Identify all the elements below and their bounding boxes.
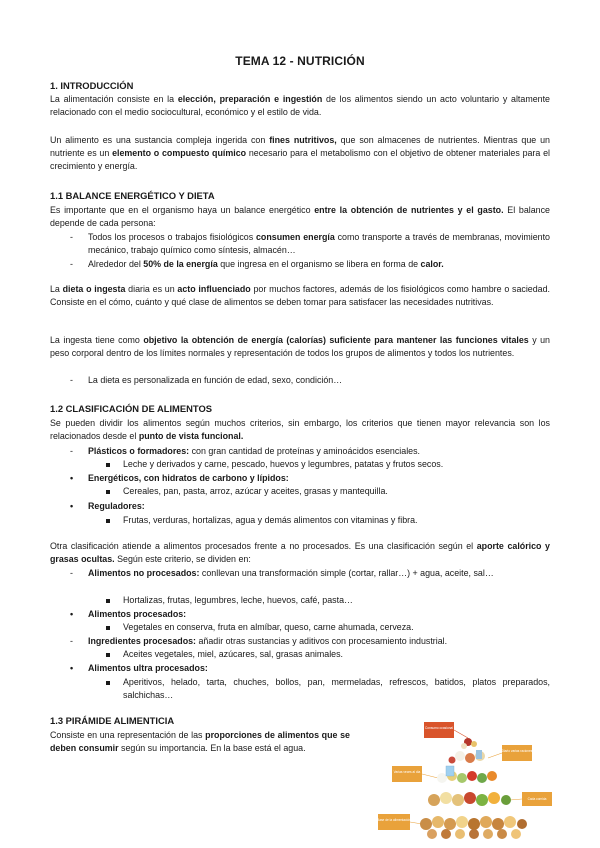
square-bullet	[106, 626, 110, 630]
square-bullet	[106, 599, 110, 603]
pyramid-label-right-1: Diario varias raciones	[501, 749, 533, 753]
pyramid-label-base: Base de la alimentación	[377, 818, 411, 822]
balance-list-item-1: Todos los procesos o trabajos fisiológicos consumen energía como transporte a través de membranas, movimiento mecánico, trabajo químico como síntesis, almacén…	[88, 232, 550, 255]
pyramid-label-left-1: Varias veces al día	[393, 770, 421, 774]
clasificacion-paragraph-2: Otra clasificación atiende a alimentos procesados frente a no procesados. Es una clasificación según el aporte calórico y grasas ocultas. Según este criterio, se dividen en:	[50, 541, 550, 564]
page-title: TEMA 12 - NUTRICIÓN	[235, 54, 365, 68]
category-energeticos: Energéticos, con hidratos de carbono y lípidos:	[88, 473, 289, 483]
category-plasticos: Plásticos o formadores: con gran cantidad de proteínas y aminoácidos esenciales.	[88, 446, 421, 456]
pyramid-label-right-2: Cada comida	[527, 797, 547, 801]
category-plasticos-examples: Leche y derivados y carne, pescado, huevos y legumbres, patatas y frutos secos.	[123, 459, 444, 469]
balance-list-item-2: Alrededor del 50% de la energía que ingresa en el organismo se libera en forma de calor.	[88, 259, 444, 269]
food-pyramid-illustration	[376, 720, 556, 842]
section-heading-introduccion: 1. INTRODUCCIÓN	[50, 80, 134, 91]
dot-bullet: •	[70, 609, 74, 619]
ultra-procesados: Alimentos ultra procesados:	[88, 663, 208, 673]
pyramid-label-box	[424, 722, 454, 738]
dot-bullet: •	[70, 663, 74, 673]
ingesta-list-item: La dieta es personalizada en función de edad, sexo, condición…	[88, 375, 343, 385]
ultra-procesados-examples: Aperitivos, helado, tarta, chuches, bollos, pan, mermeladas, refrescos, batidos, platos preparados, salchichas…	[123, 677, 550, 700]
square-bullet	[106, 490, 110, 494]
pyramid-label-box	[392, 766, 422, 782]
ingredientes-procesados: Ingredientes procesados: añadir otras sustancias y aditivos con procesamiento industrial.	[88, 636, 448, 646]
piramide-paragraph: Consiste en una representación de las proporciones de alimentos que se deben consumir según su importancia. En la base está el agua.	[50, 730, 350, 753]
pyramid-food-top	[461, 738, 477, 749]
dieta-paragraph: La dieta o ingesta diaria es un acto influenciado por muchos factores, además de los fisiológicos como hambre o saciedad. Consiste en el cómo, cuánto y qué clase de alimentos se deben tomar para satisfacer las necesidades nutritivas.	[50, 284, 551, 307]
ingredientes-procesados-examples: Aceites vegetales, miel, azúcares, sal, grasas animales.	[123, 649, 344, 659]
no-procesados-examples: Hortalizas, frutas, legumbres, leche, huevos, café, pasta…	[123, 595, 353, 605]
balance-paragraph-1: Es importante que en el organismo haya un balance energético entre la obtención de nutrientes y el gasto. El balance depende de cada persona:	[50, 205, 550, 228]
section-heading-clasificacion: 1.2 CLASIFICACIÓN DE ALIMENTOS	[50, 403, 212, 414]
category-reguladores: Reguladores:	[88, 501, 145, 511]
category-energeticos-examples: Cereales, pan, pasta, arroz, azúcar y aceites, grasas y mantequilla.	[123, 486, 388, 496]
dash-bullet: -	[70, 259, 73, 269]
section-heading-piramide: 1.3 PIRÁMIDE ALIMENTICIA	[50, 715, 175, 726]
square-bullet	[106, 519, 110, 523]
square-bullet	[106, 653, 110, 657]
dash-bullet: -	[70, 446, 73, 456]
pyramid-food-base	[420, 816, 527, 839]
ingesta-paragraph: La ingesta tiene como objetivo la obtención de energía (calorías) suficiente para mantener las funciones vitales y un peso corporal dentro de los límites normales y representación de todos los grupos de alimentos y todos los nutrientes.	[50, 335, 550, 358]
category-reguladores-examples: Frutas, verduras, hortalizas, agua y demás alimentos con vitaminas y fibra.	[123, 515, 418, 525]
pyramid-label-top: Consumo ocasional	[425, 726, 453, 730]
pyramid-food-level-2	[449, 750, 486, 764]
pyramid-food-level-4	[428, 792, 511, 806]
dash-bullet: -	[70, 375, 73, 385]
food-pyramid-image	[376, 720, 556, 842]
dot-bullet: •	[70, 501, 74, 511]
square-bullet	[106, 463, 110, 467]
pyramid-label-box	[502, 745, 532, 761]
dash-bullet: -	[70, 636, 73, 646]
pyramid-food-level-3	[437, 766, 497, 783]
no-procesados: Alimentos no procesados: conllevan una transformación simple (cortar, rallar…) + agua, aceite, sal…	[88, 568, 494, 578]
procesados-examples: Vegetales en conserva, fruta en almíbar, queso, carne ahumada, cerveza.	[123, 622, 414, 632]
dot-bullet: •	[70, 473, 74, 483]
pyramid-label-box	[378, 814, 410, 830]
dash-bullet: -	[70, 232, 73, 242]
square-bullet	[106, 681, 110, 685]
intro-paragraph-2: Un alimento es una sustancia compleja ingerida con fines nutritivos, que son almacenes de nutrientes. Mientras que un nutriente es un elemento o compuesto químico necesario para el metabolismo con el objetivo de obtener materiales para el crecimiento y energía.	[50, 135, 550, 171]
procesados: Alimentos procesados:	[88, 609, 187, 619]
dash-bullet: -	[70, 568, 73, 578]
section-heading-balance: 1.1 BALANCE ENERGÉTICO Y DIETA	[50, 190, 215, 201]
clasificacion-paragraph-1: Se pueden dividir los alimentos según muchos criterios, sin embargo, los criterios que tienen mayor relevancia son los relacionados desde el punto de vista funcional.	[50, 418, 550, 441]
intro-paragraph-1: La alimentación consiste en la elección, preparación e ingestión de los alimentos siendo un acto voluntario y altamente relacionado con el medio sociocultural, económico y el estilo de vida.	[50, 94, 550, 117]
